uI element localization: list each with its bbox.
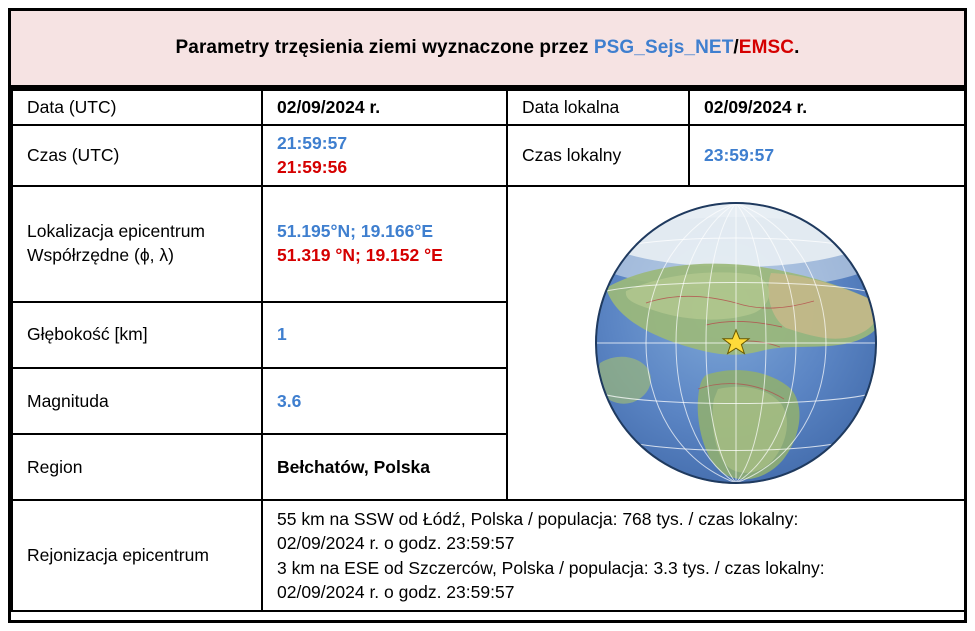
rejonization-line-2: 02/09/2024 r. o godz. 23:59:57 bbox=[277, 533, 515, 554]
value-region: Bełchatów, Polska bbox=[262, 434, 507, 500]
value-epicenter-secondary: 51.319 °N; 19.152 °E bbox=[277, 245, 443, 266]
label-time-utc: Czas (UTC) bbox=[12, 125, 262, 186]
title-source-secondary: EMSC bbox=[738, 37, 795, 58]
rejonization-line-4: 02/09/2024 r. o godz. 23:59:57 bbox=[277, 581, 515, 602]
table-row bbox=[12, 125, 965, 186]
label-epicenter-line1: Lokalizacja epicentrum bbox=[27, 221, 206, 242]
label-region: Region bbox=[12, 434, 262, 500]
value-date-local: 02/09/2024 r. bbox=[689, 90, 965, 125]
table-row bbox=[12, 90, 965, 125]
title-source-primary: PSG_Sejs_NET bbox=[593, 37, 734, 58]
value-rejonization bbox=[262, 500, 965, 611]
rejonization-line-3: 3 km na ESE od Szczerców, Polska / populacja: 3.3 tys. / czas lokalny: bbox=[277, 557, 825, 578]
value-depth bbox=[262, 302, 507, 368]
label-time-local: Czas lokalny bbox=[507, 125, 689, 186]
value-depth-text: 1 bbox=[277, 324, 287, 345]
value-magnitude bbox=[262, 368, 507, 434]
title-separator: / bbox=[733, 37, 739, 58]
label-epicenter bbox=[12, 186, 262, 302]
value-time-utc-secondary: 21:59:56 bbox=[277, 156, 348, 177]
value-magnitude-text: 3.6 bbox=[277, 390, 302, 411]
rejonization-line-1: 55 km na SSW od Łódź, Polska / populacja: 768 tys. / czas lokalny: bbox=[277, 509, 799, 530]
title-prefix: Parametry trzęsienia ziemi wyznaczone przez bbox=[175, 37, 594, 58]
value-date-utc: 02/09/2024 r. bbox=[262, 90, 507, 125]
value-time-local-text: 23:59:57 bbox=[704, 145, 775, 166]
globe-map-epicenter bbox=[507, 186, 965, 500]
value-epicenter bbox=[262, 186, 507, 302]
label-rejonization: Rejonizacja epicentrum bbox=[12, 500, 262, 611]
title-suffix: . bbox=[794, 37, 800, 58]
globe-icon bbox=[586, 193, 886, 493]
parameters-table bbox=[11, 89, 966, 612]
label-depth: Głębokość [km] bbox=[12, 302, 262, 368]
label-date-local: Data lokalna bbox=[507, 90, 689, 125]
table-row bbox=[12, 500, 965, 611]
value-time-utc-primary: 21:59:57 bbox=[277, 133, 348, 153]
label-epicenter-line2: Współrzędne (ϕ, λ) bbox=[27, 245, 174, 266]
value-time-local bbox=[689, 125, 965, 186]
page-title bbox=[176, 37, 800, 59]
globe-wrapper bbox=[522, 193, 950, 493]
value-epicenter-primary: 51.195°N; 19.166°E bbox=[277, 221, 434, 242]
label-magnitude: Magnituda bbox=[12, 368, 262, 434]
label-date-utc: Data (UTC) bbox=[12, 90, 262, 125]
value-time-utc bbox=[262, 125, 507, 186]
title-bar bbox=[11, 11, 964, 89]
report-frame bbox=[8, 8, 967, 623]
table-row bbox=[12, 186, 965, 302]
